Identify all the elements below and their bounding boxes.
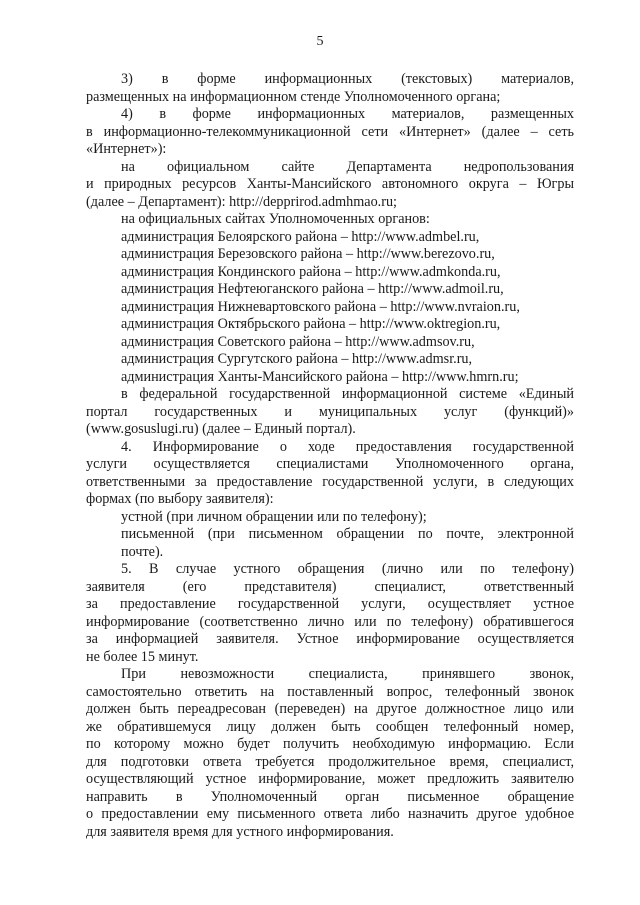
text-line: «Интернет»): — [86, 141, 167, 157]
text-line: администрация Кондинского района – http://www.admkonda.ru, — [121, 263, 501, 280]
text-line: на официальном сайте Департамента недропользования — [121, 158, 574, 175]
text-line: ответственными за предоставление государственной услуги, в следующих — [86, 473, 574, 490]
text-line: для подготовки ответа требуется продолжительное время, специалист, — [86, 753, 574, 770]
text-line: в федеральной государственной информационной системе «Единый — [121, 386, 574, 402]
text-line: должен быть переадресован (переведен) на другое должностное лицо или — [86, 701, 574, 717]
text-line: 4) в форме информационных материалов, размещенных — [121, 106, 574, 122]
text-line: администрация Сургутского района – http://www.admsr.ru, — [121, 351, 473, 367]
text-line: за информацией заявителя. Устное информирование осуществляется — [86, 631, 574, 647]
text-line: администрация Белоярского района – http://www.admbel.ru, — [121, 228, 480, 245]
text-line: для заявителя время для устного информирования. — [86, 823, 394, 840]
text-line: устной (при личном обращении или по телефону); — [121, 508, 427, 525]
text-line: письменной (при письменном обращении по почте, электронной — [121, 526, 574, 542]
text-line: портал государственных и муниципальных услуг (функций)» — [86, 403, 574, 420]
text-line: осуществляющий устное информирование, может предложить заявителю — [86, 771, 574, 787]
text-line: 4. Информирование о ходе предоставления государственной — [121, 438, 574, 455]
text-line: информирование (соответственно лично или по телефону) обратившегося — [86, 613, 574, 630]
text-line: При невозможности специалиста, принявшего звонок, — [121, 666, 574, 682]
text-line: формах (по выбору заявителя): — [86, 491, 274, 507]
text-line: заявителя (его представителя) специалист, ответственный — [86, 578, 574, 595]
text-line: же обратившемуся лицу должен быть сообщен телефонный номер, — [86, 718, 574, 735]
text-line: не более 15 минут. — [86, 648, 199, 665]
text-line: администрация Нефтеюганского района – http://www.admoil.ru, — [121, 281, 504, 297]
text-line: почте). — [121, 543, 164, 560]
text-line: (www.gosuslugi.ru) (далее – Единый портал). — [86, 421, 356, 437]
page-number: 5 — [316, 34, 324, 49]
text-line: за предоставление государственной услуги, осуществляет устное — [86, 596, 574, 612]
text-line: 3) в форме информационных (текстовых) материалов, — [121, 71, 574, 87]
text-line: на официальных сайтах Уполномоченных органов: — [121, 211, 430, 227]
text-line: 5. В случае устного обращения (лично или по телефону) — [121, 561, 574, 577]
text-line: и природных ресурсов Ханты-Мансийского автономного округа – Югры — [86, 176, 574, 192]
text-line: самостоятельно ответить на поставленный вопрос, телефонный звонок — [86, 683, 574, 700]
text-line: администрация Березовского района – http://www.berezovo.ru, — [121, 246, 495, 262]
text-line: о предоставлении ему письменного ответа либо назначить другое удобное — [86, 806, 574, 822]
text-line: услуги осуществляется специалистами Уполномоченного органа, — [86, 456, 574, 472]
text-line: администрация Ханты-Мансийского района – http://www.hmrn.ru; — [121, 368, 519, 385]
text-line: размещенных на информационном стенде Уполномоченного органа; — [86, 88, 501, 105]
text-line: администрация Советского района – http://www.admsov.ru, — [121, 333, 475, 350]
text-line: в информационно-телекоммуникационной сети «Интернет» (далее – сеть — [86, 123, 574, 140]
text-line: направить в Уполномоченный орган письменное обращение — [86, 788, 574, 805]
text-line: по которому можно будет получить необходимую информацию. Если — [86, 736, 574, 752]
text-line: администрация Нижневартовского района – http://www.nvraion.ru, — [121, 298, 520, 315]
document-body — [86, 71, 574, 841]
text-line: администрация Октябрьского района – http://www.oktregion.ru, — [121, 316, 501, 332]
text-line: (далее – Департамент): http://depprirod.admhmao.ru; — [86, 193, 397, 210]
